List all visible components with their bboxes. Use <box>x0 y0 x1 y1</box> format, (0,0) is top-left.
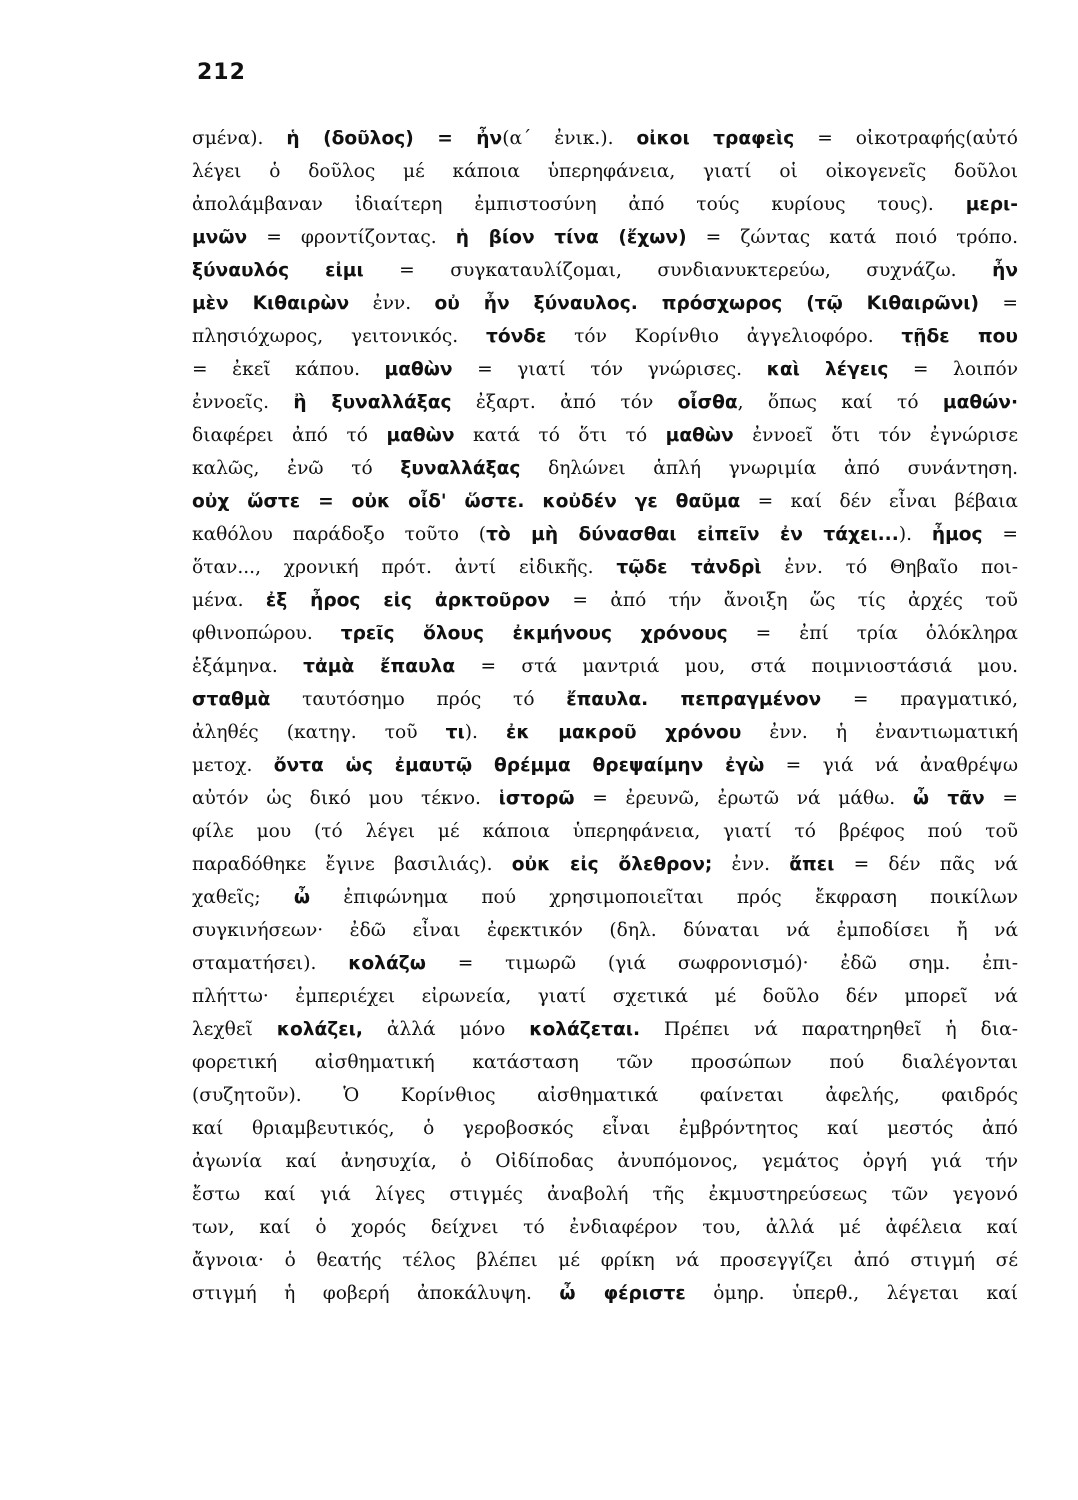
lemma-term: μερι- <box>965 194 1018 215</box>
text-run: ἐννοεῖς. <box>192 392 294 413</box>
lemma-term: τόνδε <box>485 326 547 347</box>
lemma-term: οὐ ἦν ξύναυλος. πρόσχωρος (τῷ Κιθαιρῶνι) <box>434 293 980 314</box>
lemma-term: σταθμὰ <box>192 689 271 710</box>
lemma-term: ὦ <box>293 887 311 908</box>
text-run: = οἰκοτραφής(αὐτό <box>794 128 1018 149</box>
text-run: φορετική αἰσθηματική κατάσταση τῶν προσώπων πού διαλέγονται <box>192 1052 1018 1073</box>
text-run: στιγμή ἡ φοβερή ἀποκάλυψη. <box>192 1283 560 1304</box>
lemma-term: ἐξ ἦρος εἰς ἀρκτοῦρον <box>265 590 551 611</box>
text-line <box>192 1112 1018 1145</box>
text-run: ἐπιφώνημα πού χρησιμοποιεῖται πρός ἔκφραση ποικίλων <box>310 887 1019 908</box>
lemma-term: οὐχ ὥστε = οὐκ οἶδ' ὥστε. κοὐδέν γε θαῦμα <box>192 491 741 512</box>
text-line <box>192 980 1018 1013</box>
lemma-term: τἀμὰ ἔπαυλα <box>303 656 456 677</box>
text-line <box>192 320 1018 353</box>
text-run: χαθεῖς; <box>192 887 294 908</box>
lemma-term: κολάζω <box>348 953 426 974</box>
lemma-term: μαθὼν <box>665 425 734 446</box>
lemma-term: ἦν <box>992 260 1018 281</box>
text-run: παραδόθηκε ἔγινε βασιλιάς). <box>192 854 512 875</box>
text-run: σταματήσει). <box>192 953 349 974</box>
lemma-term: ὄντα ὡς ἐμαυτῷ θρέμμα θρεψαίμην ἐγὼ <box>273 755 765 776</box>
lemma-term: μαθὼν <box>384 359 453 380</box>
text-line <box>192 947 1018 980</box>
text-run: ἀγωνία καί ἀνησυχία, ὁ Οἰδίποδας ἀνυπόμονος, γεμάτος ὀργή γιά τήν <box>192 1151 1018 1172</box>
text-run: ἑξάμηνα. <box>192 656 304 677</box>
text-line <box>192 1178 1018 1211</box>
lemma-term: μνῶν <box>192 227 248 248</box>
text-run: ἐνν. <box>712 854 790 875</box>
lemma-term: μὲν Κιθαιρὼν <box>192 293 350 314</box>
text-line <box>192 155 1018 188</box>
text-run: ἐνν. <box>349 293 435 314</box>
text-run: Πρέπει νά παρατηρηθεῖ ἡ δια- <box>640 1019 1018 1040</box>
text-run: = γιά νά ἀναθρέψω <box>764 755 1018 776</box>
text-run: ἐξαρτ. ἀπό τόν <box>451 392 678 413</box>
lemma-term: ἦμος <box>931 524 983 545</box>
text-run: ἄγνοια· ὁ θεατής τέλος βλέπει μέ φρίκη νά προσεγγίζει ἀπό στιγμή σέ <box>192 1250 1018 1271</box>
text-run: καί θριαμβευτικός, ὁ γεροβοσκός εἶναι ἐμβρόντητος καί μεστός ἀπό <box>192 1118 1018 1139</box>
text-line <box>192 386 1018 419</box>
lemma-term: τῷδε τἀνδρὶ <box>616 557 762 578</box>
text-run: τόν Κορίνθιο ἀγγελιοφόρο. <box>546 326 902 347</box>
text-line <box>192 716 1018 749</box>
text-line <box>192 254 1018 287</box>
lemma-term: κολάζει, <box>276 1019 363 1040</box>
text-run: πλήττω· ἐμπεριέχει εἰρωνεία, γιατί σχετικά μέ δοῦλο δέν μπορεῖ νά <box>192 986 1018 1007</box>
text-run: ἀπολάμβαναν ἰδιαίτερη ἐμπιστοσύνη ἀπό τούς κυρίους τους). <box>192 194 966 215</box>
text-line <box>192 1244 1018 1277</box>
text-run: ἀληθές (κατηγ. τοῦ <box>192 722 446 743</box>
text-run: ἔστω καί γιά λίγες στιγμές ἀναβολή τῆς ἐκμυστηρεύσεως τῶν γεγονό <box>192 1184 1018 1205</box>
lemma-term: οὐκ εἰς ὄλεθρον; <box>511 854 713 875</box>
text-line <box>192 419 1018 452</box>
text-run: ταυτόσημο πρός τό <box>270 689 567 710</box>
lemma-term: οἰκοι τραφεὶς <box>636 128 795 149</box>
lemma-term: ἢ ξυναλλάξας <box>293 392 452 413</box>
text-run: = πραγματικό, <box>821 689 1018 710</box>
text-line <box>192 1211 1018 1244</box>
text-run: = τιμωρῶ (γιά σωφρονισμό)· ἐδῶ σημ. ἐπι- <box>425 953 1018 974</box>
lemma-term: μαθών· <box>942 392 1019 413</box>
text-line <box>192 1046 1018 1079</box>
text-run: = <box>982 524 1019 545</box>
text-line <box>192 749 1018 782</box>
text-run: κατά τό ὅτι τό <box>454 425 666 446</box>
text-run: = ἐκεῖ κάπου. <box>192 359 385 380</box>
lemma-term: ἐκ μακροῦ χρόνου <box>506 722 742 743</box>
text-run: σμένα). <box>192 128 287 149</box>
commentary-text <box>192 122 1018 1310</box>
text-run: ). <box>464 722 507 743</box>
lemma-term: καὶ λέγεις <box>766 359 889 380</box>
text-line <box>192 683 1018 716</box>
text-run: = φροντίζοντας. <box>247 227 456 248</box>
text-run: διαφέρει ἀπό τό <box>192 425 387 446</box>
lemma-term: ὦ φέριστε <box>559 1283 686 1304</box>
text-run: = συγκαταυλίζομαι, συνδιανυκτερεύω, συχνάζω. <box>363 260 993 281</box>
lemma-term: ἔπαυλα. πεπραγμένον <box>566 689 822 710</box>
text-line <box>192 782 1018 815</box>
text-run: αὐτόν ὡς δικό μου τέκνο. <box>192 788 499 809</box>
text-line <box>192 551 1018 584</box>
text-run: = ἐπί τρία ὁλόκληρα <box>727 623 1018 644</box>
lemma-term: ἡ (δοῦλος) = ἦν <box>286 128 503 149</box>
text-line <box>192 485 1018 518</box>
lemma-term: ἱστορῶ <box>498 788 575 809</box>
text-run: μετοχ. <box>192 755 274 776</box>
text-line <box>192 1013 1018 1046</box>
text-run: συγκινήσεων· ἐδῶ εἶναι ἐφεκτικόν (δηλ. δύναται νά ἐμποδίσει ἤ νά <box>192 920 1018 941</box>
text-run: , ὅπως καί τό <box>737 392 943 413</box>
text-line <box>192 518 1018 551</box>
lemma-term: ξυναλλάξας <box>400 458 521 479</box>
text-run: = δέν πᾶς νά <box>834 854 1018 875</box>
lemma-term: μαθὼν <box>386 425 455 446</box>
text-run: ὁμηρ. ὑπερθ., λέγεται καί <box>685 1283 1019 1304</box>
text-run: ). <box>898 524 932 545</box>
text-line <box>192 881 1018 914</box>
text-run: ἐνν. ἡ ἐναντιωματική <box>741 722 1018 743</box>
text-run: = γιατί τόν γνώρισες. <box>452 359 767 380</box>
lemma-term: ὦ τᾶν <box>912 788 985 809</box>
text-run: πλησιόχωρος, γειτονικός. <box>192 326 486 347</box>
text-line <box>192 353 1018 386</box>
text-line <box>192 848 1018 881</box>
text-run: δηλώνει ἁπλή γνωριμία ἀπό συνάντηση. <box>520 458 1018 479</box>
text-run: = λοιπόν <box>888 359 1019 380</box>
lemma-term: ἄπει <box>789 854 835 875</box>
text-run: φίλε μου (τό λέγει μέ κάποια ὑπερηφάνεια, γιατί τό βρέφος πού τοῦ <box>192 821 1018 842</box>
text-run: ἐνν. τό Θηβαῖο ποι- <box>761 557 1019 578</box>
text-run: (α΄ ἐνικ.). <box>502 128 637 149</box>
text-run: μένα. <box>192 590 266 611</box>
lemma-term: τρεῖς ὅλους ἐκμήνους χρόνους <box>340 623 728 644</box>
lemma-term: τὸ μὴ δύνασθαι εἰπεῖν ἐν τάχει... <box>486 524 899 545</box>
text-run: καθόλου παράδοξο τοῦτο ( <box>192 524 487 545</box>
text-line <box>192 122 1018 155</box>
lemma-term: ἡ βίον τίνα (ἔχων) <box>455 227 687 248</box>
lemma-term: κολάζεται. <box>529 1019 641 1040</box>
text-line <box>192 584 1018 617</box>
page-number: 212 <box>197 60 246 85</box>
text-run: = καί δέν εἶναι βέβαια <box>740 491 1018 512</box>
text-line <box>192 221 1018 254</box>
text-run: λέγει ὁ δοῦλος μέ κάποια ὑπερηφάνεια, γιατί οἱ οἰκογενεῖς δοῦλοι <box>192 161 1018 182</box>
text-run: των, καί ὁ χορός δείχνει τό ἐνδιαφέρον του, ἀλλά μέ ἀφέλεια καί <box>192 1217 1018 1238</box>
text-line <box>192 1079 1018 1112</box>
text-line <box>192 287 1018 320</box>
text-run: (συζητοῦν). Ὁ Κορίνθιος αἰσθηματικά φαίνεται ἀφελής, φαιδρός <box>192 1085 1018 1106</box>
text-line <box>192 617 1018 650</box>
text-run: = ἀπό τήν ἄνοιξη ὥς τίς ἀρχές τοῦ <box>550 590 1018 611</box>
text-run: = στά μαντριά μου, στά ποιμνιοστάσιά μου. <box>455 656 1018 677</box>
text-run: καλῶς, ἐνῶ τό <box>192 458 401 479</box>
lemma-term: τι <box>445 722 465 743</box>
lemma-term: ξύναυλός εἰμι <box>192 260 364 281</box>
text-line <box>192 188 1018 221</box>
text-line <box>192 452 1018 485</box>
text-run: ἐννοεῖ ὅτι τόν ἐγνώρισε <box>733 425 1018 446</box>
text-run: ὅταν..., χρονική πρότ. ἀντί εἰδικῆς. <box>192 557 617 578</box>
text-line <box>192 1145 1018 1178</box>
text-line <box>192 914 1018 947</box>
text-run: φθινοπώρου. <box>192 623 341 644</box>
text-line <box>192 650 1018 683</box>
text-run: = <box>984 788 1018 809</box>
text-line <box>192 815 1018 848</box>
lemma-term: οἶσθα <box>677 392 738 413</box>
lemma-term: τῇδε που <box>901 326 1018 347</box>
text-run: = ζώντας κατά ποιό τρόπο. <box>686 227 1018 248</box>
text-run: λεχθεῖ <box>192 1019 277 1040</box>
text-line <box>192 1277 1018 1310</box>
text-run: = <box>979 293 1018 314</box>
text-run: ἀλλά μόνο <box>362 1019 530 1040</box>
text-run: = ἐρευνῶ, ἐρωτῶ νά μάθω. <box>574 788 913 809</box>
